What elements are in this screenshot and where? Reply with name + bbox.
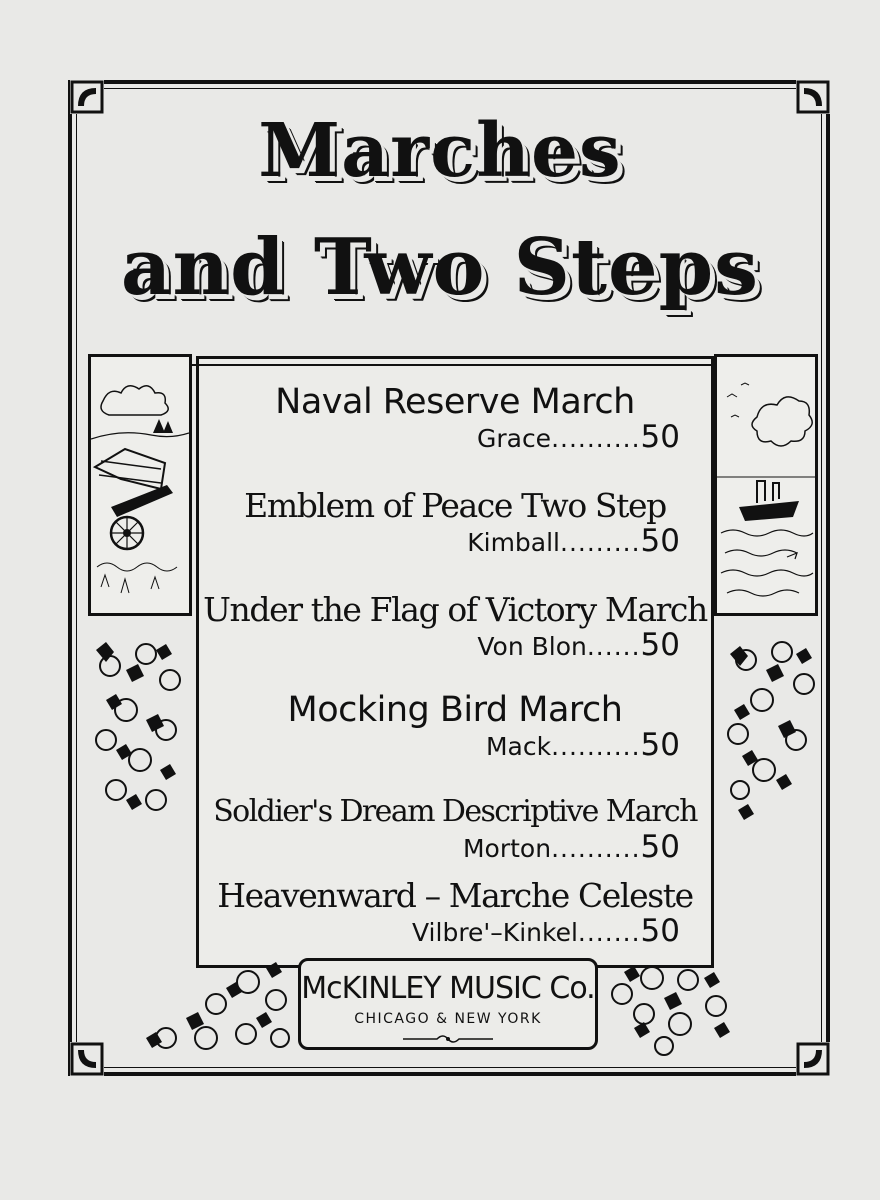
farm-scene-illustration — [88, 354, 192, 616]
price: 50 — [640, 913, 680, 949]
title-two-steps: and Two Steps — [120, 222, 760, 313]
price: 50 — [640, 419, 680, 455]
leader-dots: .......... — [551, 834, 641, 863]
corner-ornament-bottom-left — [70, 1042, 104, 1076]
panel-top-rule — [190, 364, 720, 366]
composer-price — [196, 829, 714, 865]
flower-cluster-bottom-right — [604, 958, 744, 1058]
leader-dots: .......... — [551, 732, 641, 761]
composer-price — [196, 419, 714, 455]
composer: Von Blon — [477, 632, 587, 661]
composer-price — [196, 523, 714, 559]
listing-item — [196, 382, 714, 454]
piece-title: Soldier's Dream Descriptive March — [213, 794, 697, 829]
listing-item — [196, 792, 714, 864]
publisher-city: CHICAGO & NEW YORK — [354, 1011, 542, 1027]
listing-item — [196, 590, 714, 662]
corner-ornament-bottom-right — [796, 1042, 830, 1076]
price: 50 — [640, 829, 680, 865]
piece-title: Mocking Bird March — [287, 690, 623, 730]
composer-price — [196, 627, 714, 663]
listing-item — [196, 876, 714, 948]
price: 50 — [640, 523, 680, 559]
piece-title: Heavenward – Marche Celeste — [217, 876, 693, 915]
battleship-illustration — [714, 354, 818, 616]
composer: Mack — [485, 732, 552, 761]
composer: Kimball — [467, 528, 561, 557]
leader-dots: .......... — [551, 424, 641, 453]
flower-cluster-left — [86, 630, 190, 830]
price: 50 — [640, 627, 680, 663]
composer-price — [196, 727, 714, 763]
leader-dots: ....... — [577, 918, 641, 947]
composer-price — [196, 913, 714, 949]
price: 50 — [640, 727, 680, 763]
leader-dots: ......... — [560, 528, 641, 557]
flower-cluster-right — [716, 630, 820, 830]
composer: Vilbre'–Kinkel — [412, 918, 578, 947]
title-marches: Marches — [258, 108, 622, 194]
publisher-name: McKINLEY MUSIC Co. — [301, 971, 595, 1006]
listing-item — [196, 486, 714, 558]
composer: Morton — [462, 834, 552, 863]
piece-title: Naval Reserve March — [275, 382, 635, 422]
publisher-box — [298, 958, 598, 1050]
scroll-ornament-icon — [401, 1033, 495, 1045]
leader-dots: ...... — [586, 632, 641, 661]
composer: Grace — [476, 424, 552, 453]
listing-item — [196, 690, 714, 762]
piece-title: Under the Flag of Victory March — [203, 590, 707, 629]
piece-title: Emblem of Peace Two Step — [244, 486, 666, 525]
flower-cluster-bottom-left — [136, 958, 296, 1058]
